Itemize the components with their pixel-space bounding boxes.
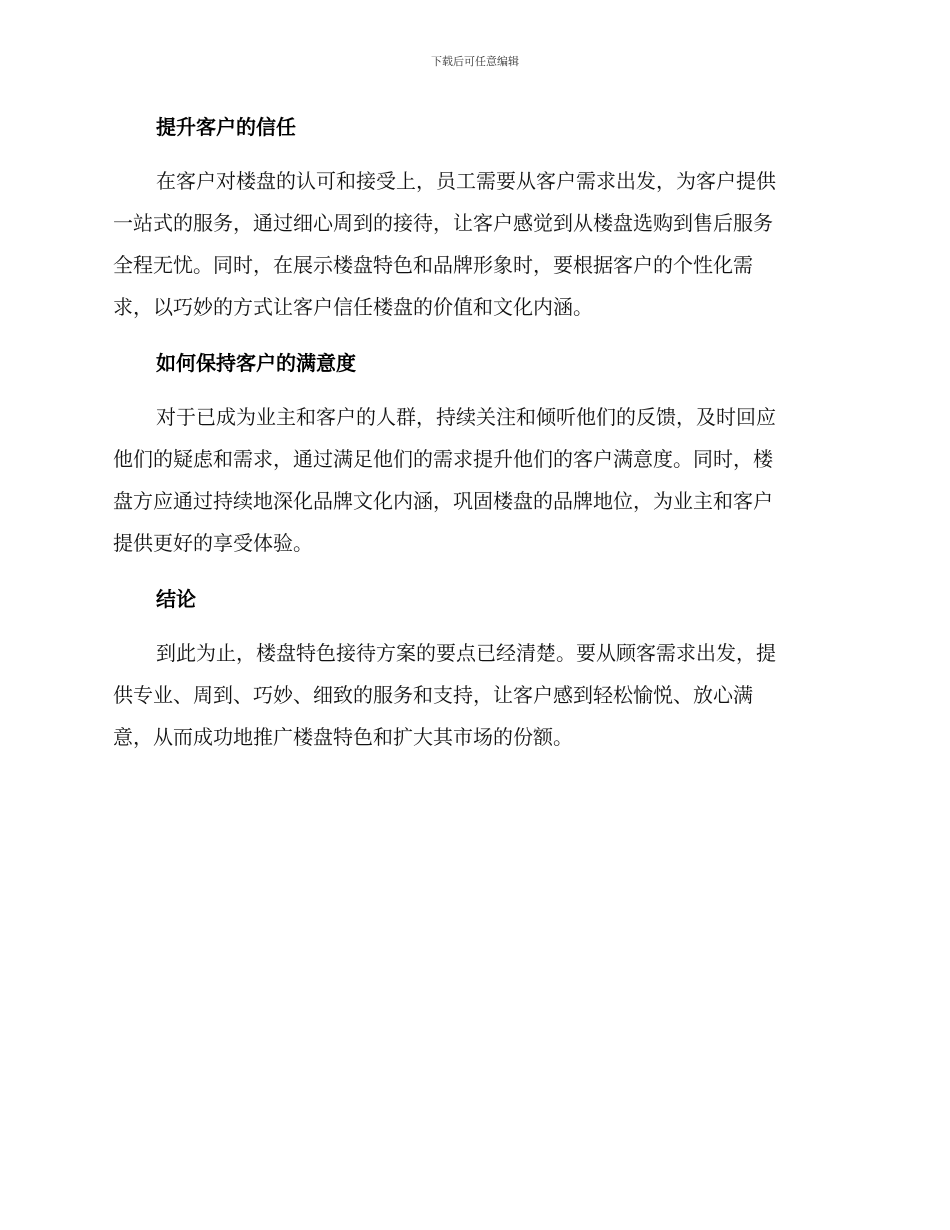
section-heading-satisfaction: 如何保持客户的满意度 (156, 351, 356, 375)
paragraph-line: 意，从而成功地推广楼盘特色和扩大其市场的份额。 (113, 725, 573, 749)
paragraph-line: 到此为止，楼盘特色接待方案的要点已经清楚。要从顾客需求出发，提 (156, 641, 776, 665)
paragraph-line: 在客户对楼盘的认可和接受上，员工需要从客户需求出发，为客户提供 (156, 169, 776, 193)
paragraph-conclusion (113, 632, 829, 758)
document-body (113, 110, 829, 758)
paragraph-trust (113, 160, 829, 328)
paragraph-line: 供专业、周到、巧妙、细致的服务和支持，让客户感到轻松愉悦、放心满 (113, 683, 753, 707)
paragraph-line: 求，以巧妙的方式让客户信任楼盘的价值和文化内涵。 (113, 295, 593, 319)
section-heading-conclusion: 结论 (156, 587, 196, 611)
paragraph-line: 一站式的服务，通过细心周到的接待，让客户感觉到从楼盘选购到售后服务 (113, 211, 773, 235)
page-header-note: 下载后可任意编辑 (431, 55, 519, 68)
paragraph-line: 他们的疑虑和需求，通过满足他们的需求提升他们的客户满意度。同时，楼 (113, 447, 773, 471)
paragraph-line: 盘方应通过持续地深化品牌文化内涵，巩固楼盘的品牌地位，为业主和客户 (113, 489, 773, 513)
section-heading-trust: 提升客户的信任 (156, 115, 296, 139)
paragraph-line: 提供更好的享受体验。 (113, 531, 313, 555)
paragraph-satisfaction (113, 396, 829, 564)
paragraph-line: 全程无忧。同时，在展示楼盘特色和品牌形象时，要根据客户的个性化需 (113, 253, 753, 277)
paragraph-line: 对于已成为业主和客户的人群，持续关注和倾听他们的反馈，及时回应 (156, 405, 776, 429)
